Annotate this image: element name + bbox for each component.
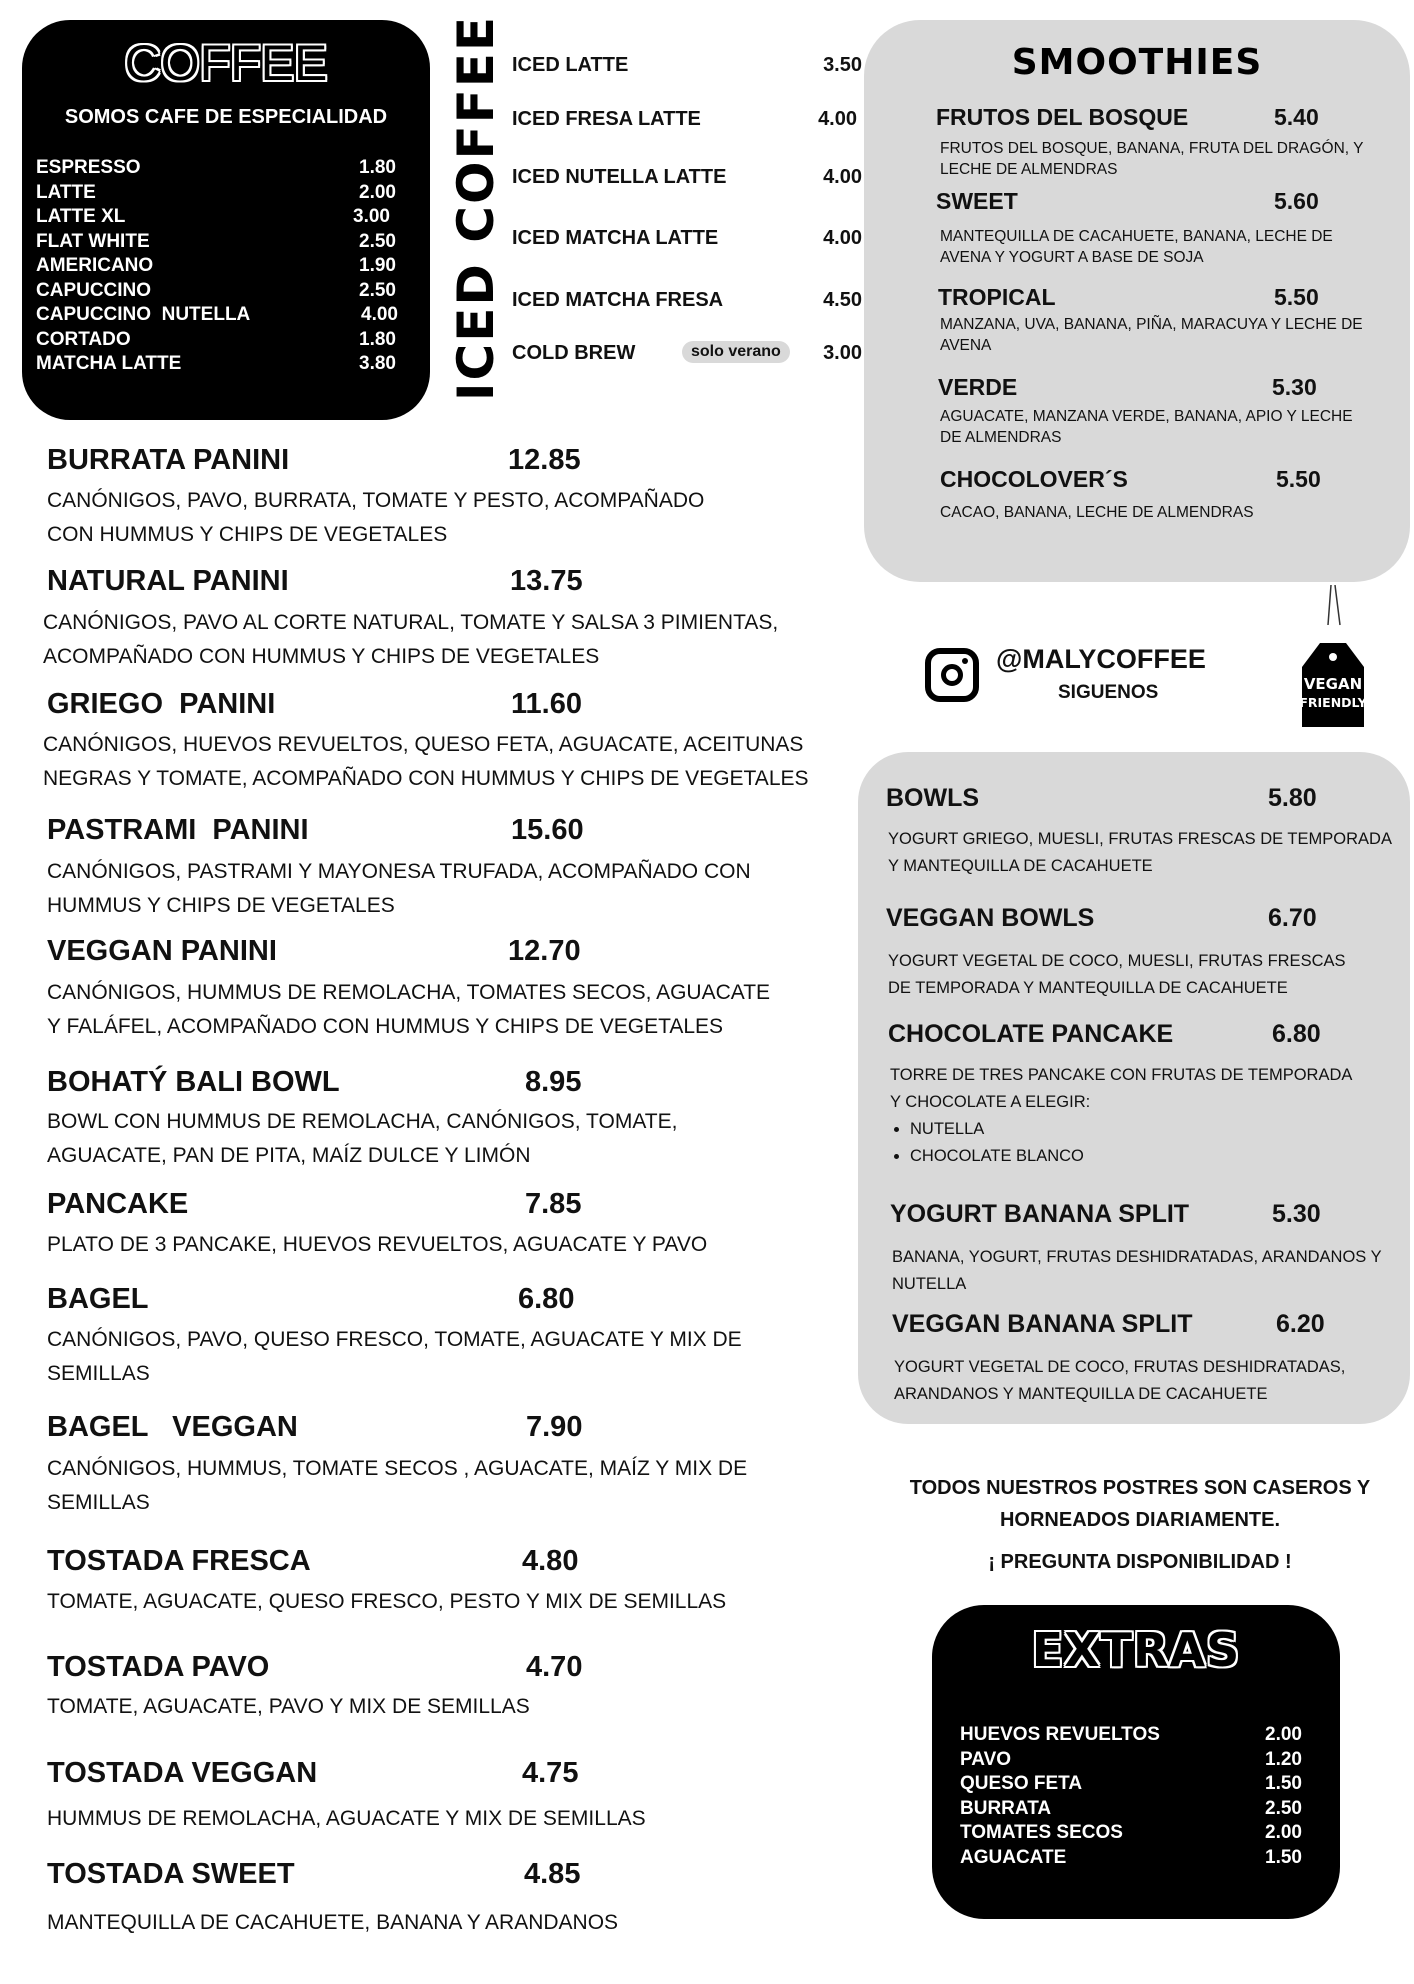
item-price: 13.75 [510,565,583,597]
item-price: 2.00 [1265,1724,1302,1745]
item-name: ESPRESSO [36,157,141,178]
item-name: GRIEGO PANINI [47,688,276,720]
item-name: FLAT WHITE [36,230,150,252]
item-price: 2.50 [1265,1797,1302,1819]
item-desc: CANÓNIGOS, PASTRAMI Y MAYONESA TRUFADA, ACOMPAÑADO CON HUMMUS Y CHIPS DE VEGETALES [47,860,751,917]
item-desc: CANÓNIGOS, HUEVOS REVUELTOS, QUESO FETA, AGUACATE, ACEITUNAS NEGRAS Y TOMATE, ACOMPAÑADO CON HUMMUS Y CHIPS DE VEGETALES [43,733,809,790]
item-desc: TOMATE, AGUACATE, QUESO FRESCO, PESTO Y MIX DE SEMILLAS [47,1590,727,1613]
menu-item [960,1821,1302,1846]
item-price: 1.90 [359,255,396,276]
item-name: VEGGAN PANINI [47,935,277,967]
item-price: 6.20 [1276,1310,1325,1338]
item-name: CORTADO [36,328,131,350]
item-price: 4.80 [522,1545,579,1577]
item-name: AGUACATE [960,1846,1067,1868]
item-name: TOSTADA PAVO [47,1651,270,1683]
menu-item [512,227,862,250]
item-name: ICED MATCHA LATTE [512,227,719,249]
menu-item [512,342,862,365]
item-price: 7.90 [526,1411,583,1443]
item-desc: CANÓNIGOS, PAVO, QUESO FRESCO, TOMATE, AGUACATE Y MIX DE SEMILLAS [47,1328,742,1385]
item-price: 2.50 [359,230,396,252]
item-price: 4.00 [818,108,857,130]
item-desc: PLATO DE 3 PANCAKE, HUEVOS REVUELTOS, AGUACATE Y PAVO [47,1233,708,1256]
item-desc: TOMATE, AGUACATE, PAVO Y MIX DE SEMILLAS [47,1695,530,1718]
item-price: 5.40 [1274,104,1319,130]
item-name: BAGEL VEGGAN [47,1411,298,1443]
item-name: BURRATA [960,1797,1052,1819]
item-desc: HUMMUS DE REMOLACHA, AGUACATE Y MIX DE SEMILLAS [47,1807,646,1830]
chocolate-options [890,1116,1084,1170]
item-desc: TORRE DE TRES PANCAKE CON FRUTAS DE TEMPORADA Y CHOCOLATE A ELEGIR: [890,1066,1352,1111]
item-name: PAVO [960,1748,1012,1770]
item-name: PASTRAMI PANINI [47,814,309,846]
item-desc: YOGURT GRIEGO, MUESLI, FRUTAS FRESCAS DE TEMPORADA Y MANTEQUILLA DE CACAHUETE [888,830,1392,875]
item-price: 1.80 [359,328,396,350]
item-price: 1.20 [1265,1748,1302,1770]
bowls-section [858,752,1410,1424]
item-price: 6.80 [1272,1020,1321,1048]
item-desc: BOWL CON HUMMUS DE REMOLACHA, CANÓNIGOS, TOMATE, AGUACATE, PAN DE PITA, MAÍZ DULCE Y LIMÓN [47,1110,678,1167]
item-name: CHOCOLOVER´S [940,466,1128,492]
menu-item [960,1772,1302,1797]
item-price: 3.50 [823,54,862,76]
item-name: ICED NUTELLA LATTE [512,166,727,188]
item-name: VEGGAN BOWLS [886,904,1095,932]
item-price: 2.00 [1265,1822,1302,1843]
item-desc: YOGURT VEGETAL DE COCO, MUESLI, FRUTAS FRESCAS DE TEMPORADA Y MANTEQUILLA DE CACAHUETE [888,952,1346,997]
coffee-list [36,156,396,377]
item-price: 15.60 [511,814,584,846]
item-name: MATCHA LATTE [36,353,182,374]
item-name: PANCAKE [47,1188,189,1220]
menu-item [36,205,396,230]
menu-item [960,1723,1302,1748]
item-name: LATTE [36,181,96,203]
instagram-handle[interactable]: @MALYCOFFEE [996,644,1206,674]
item-name: TROPICAL [938,284,1056,310]
item-price: 7.85 [525,1188,582,1220]
item-desc: MANZANA, UVA, BANANA, PIÑA, MARACUYA Y LECHE DE AVENA [940,316,1363,354]
item-price: 4.85 [524,1858,581,1890]
item-price: 3.80 [359,353,396,374]
item-name: HUEVOS REVUELTOS [960,1724,1160,1745]
item-name: ICED FRESA LATTE [512,108,701,130]
item-desc: BANANA, YOGURT, FRUTAS DESHIDRATADAS, ARANDANOS Y NUTELLA [892,1248,1382,1293]
item-price: 6.70 [1268,904,1317,932]
menu-item [36,279,396,304]
item-name: QUESO FETA [960,1773,1083,1794]
vegan-friendly-tag-icon [1298,585,1368,731]
item-name: BOWLS [886,784,980,812]
item-name: SWEET [936,188,1018,214]
menu-item [512,108,862,131]
item-price: 5.30 [1272,1200,1321,1228]
iced-coffee-title-text: ICED COFFEE [447,14,505,402]
menu-item [512,289,862,312]
instagram-icon[interactable] [925,648,979,702]
coffee-title: COFFEE [124,35,328,91]
item-desc: CANÓNIGOS, PAVO, BURRATA, TOMATE Y PESTO, ACOMPAÑADO CON HUMMUS Y CHIPS DE VEGETALES [47,489,705,546]
item-price: 3.00 [353,206,390,227]
item-name: VERDE [938,374,1018,400]
item-name: TOSTADA SWEET [47,1858,295,1890]
menu-item [960,1846,1302,1871]
item-price: 4.50 [823,289,862,311]
menu-item [36,181,396,206]
item-desc: MANTEQUILLA DE CACAHUETE, BANANA Y ARANDANOS [47,1911,619,1934]
item-price: 4.00 [361,304,398,325]
extras-list [960,1723,1302,1870]
item-name: BOHATÝ BALI BOWL [47,1066,340,1098]
item-price: 4.75 [522,1757,579,1789]
item-desc: AGUACATE, MANZANA VERDE, BANANA, APIO Y LECHE DE ALMENDRAS [940,408,1353,446]
menu-item [36,230,396,255]
item-price: 5.50 [1276,466,1321,492]
item-price: 5.30 [1272,374,1317,400]
item-name: TOSTADA FRESCA [47,1545,311,1577]
item-price: 4.00 [823,227,862,249]
desserts-note: TODOS NUESTROS POSTRES SON CASEROS Y [909,1477,1371,1499]
coffee-section [22,20,430,420]
menu-item [36,352,396,377]
item-price: 1.50 [1265,1773,1302,1794]
menu-item [512,166,862,189]
item-price: 3.00 [823,342,862,364]
item-price: 2.50 [359,279,396,301]
option-item: • NUTELLA [910,1116,1084,1143]
menu-item [960,1797,1302,1822]
menu-item [960,1748,1302,1773]
item-desc: CANÓNIGOS, HUMMUS DE REMOLACHA, TOMATES SECOS, AGUACATE Y FALÁFEL, ACOMPAÑADO CON HUMMUS Y CHIPS DE VEGETALES [47,981,771,1038]
item-name: CAPUCCINO NUTELLA [36,304,251,325]
vegan-tag-line2: FRIENDLY [1299,695,1367,710]
item-name: COLD BREW [512,342,636,364]
item-desc: CANÓNIGOS, PAVO AL CORTE NATURAL, TOMATE Y SALSA 3 PIMIENTAS, ACOMPAÑADO CON HUMMUS Y CHIPS DE VEGETALES [43,611,779,668]
item-name: NATURAL PANINI [47,565,289,597]
menu-item [36,328,396,353]
item-price: 12.85 [508,444,581,476]
smoothies-section [864,20,1410,582]
availability-note: ¡ PREGUNTA DISPONIBILIDAD ! [988,1551,1292,1573]
item-desc: YOGURT VEGETAL DE COCO, FRUTAS DESHIDRATADAS, ARANDANOS Y MANTEQUILLA DE CACAHUETE [894,1358,1346,1403]
item-name: FRUTOS DEL BOSQUE [936,104,1189,130]
smoothies-title: SMOOTHIES [1011,42,1263,83]
item-desc: CACAO, BANANA, LECHE DE ALMENDRAS [940,504,1254,521]
menu-item [512,54,862,77]
item-name: VEGGAN BANANA SPLIT [892,1310,1193,1338]
item-price: 11.60 [511,688,582,720]
iced-coffee-title [447,14,505,402]
item-name: YOGURT BANANA SPLIT [890,1200,1190,1228]
desserts-note: HORNEADOS DIARIAMENTE. [999,1509,1280,1531]
item-price: 8.95 [525,1066,582,1098]
item-desc: FRUTOS DEL BOSQUE, BANANA, FRUTA DEL DRAGÓN, Y LECHE DE ALMENDRAS [940,140,1364,178]
follow-label: SIGUENOS [1058,682,1159,703]
item-price: 4.00 [823,166,862,188]
item-price: 5.80 [1268,784,1317,812]
item-name: BAGEL [47,1283,149,1315]
menu-item [36,156,396,181]
item-price: 1.50 [1265,1846,1302,1868]
item-name: ICED LATTE [512,54,629,76]
item-price: 4.70 [526,1651,583,1683]
extras-section [932,1605,1340,1919]
menu-item [36,254,396,279]
seasonal-badge: solo verano [682,341,790,363]
coffee-subtitle: SOMOS CAFE DE ESPECIALIDAD [64,106,388,128]
item-price: 5.60 [1274,188,1319,214]
item-name: TOMATES SECOS [960,1822,1123,1843]
extras-title: EXTRAS [1031,1623,1241,1677]
item-name: ICED MATCHA FRESA [512,289,724,311]
item-desc: MANTEQUILLA DE CACAHUETE, BANANA, LECHE DE AVENA Y YOGURT A BASE DE SOJA [940,228,1333,266]
item-price: 12.70 [508,935,581,967]
item-price: 6.80 [518,1283,575,1315]
item-price: 5.50 [1274,284,1319,310]
item-name: CAPUCCINO [36,279,152,301]
item-name: LATTE XL [36,206,126,227]
item-name: TOSTADA VEGGAN [47,1757,318,1789]
option-item: • CHOCOLATE BLANCO [910,1143,1084,1170]
item-price: 1.80 [359,157,396,178]
item-name: BURRATA PANINI [47,444,290,476]
vegan-tag-line1: VEGAN [1303,675,1363,693]
item-desc: CANÓNIGOS, HUMMUS, TOMATE SECOS , AGUACATE, MAÍZ Y MIX DE SEMILLAS [47,1457,748,1514]
menu-item [36,303,396,328]
item-name: AMERICANO [36,255,154,276]
item-name: CHOCOLATE PANCAKE [888,1020,1174,1048]
item-price: 2.00 [359,181,396,203]
